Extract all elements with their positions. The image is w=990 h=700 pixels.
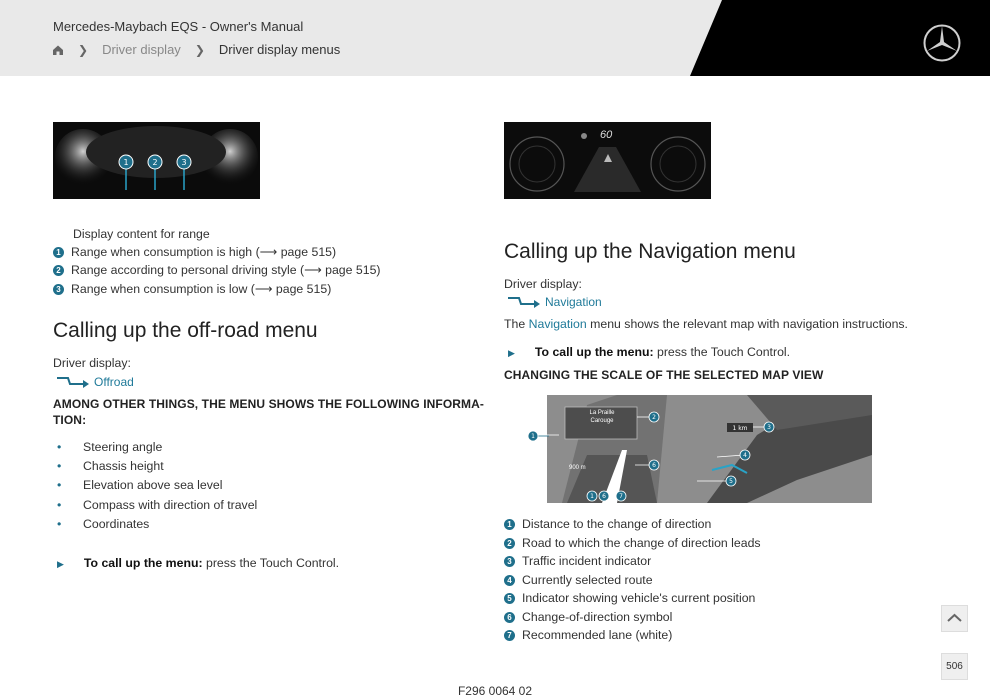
svg-text:4: 4 xyxy=(743,452,747,459)
svg-text:1 km: 1 km xyxy=(732,425,748,432)
nav-legend-item xyxy=(504,573,653,587)
svg-text:3: 3 xyxy=(181,158,187,167)
navigation-description xyxy=(504,317,908,331)
map-place-label xyxy=(571,409,633,425)
nav-legend-item xyxy=(504,591,755,605)
scroll-to-top-button[interactable] xyxy=(941,605,968,632)
callout-number: 4 xyxy=(504,575,515,586)
list-item: • Coordinates xyxy=(83,517,149,531)
range-item-text: Range according to personal driving style (⟶ page 515) xyxy=(71,263,381,277)
navigation-link[interactable]: Navigation xyxy=(545,295,602,309)
breadcrumb-item-driver-display-menus: Driver display menus xyxy=(218,42,341,57)
driver-display-label: Driver display: xyxy=(53,356,131,370)
driver-display-label: Driver display: xyxy=(504,277,582,291)
svg-text:1: 1 xyxy=(590,493,594,500)
callout-number: 1 xyxy=(504,519,515,530)
nav-legend-item xyxy=(504,554,651,568)
offroad-caps-heading-line2: TION: xyxy=(53,413,87,427)
callout-number-1: 1 xyxy=(53,247,64,258)
list-item: • Elevation above sea level xyxy=(83,478,222,492)
step-triangle-icon: ▶ xyxy=(508,348,515,358)
callout-number: 6 xyxy=(504,612,515,623)
breadcrumb xyxy=(52,42,340,57)
step-triangle-icon: ▶ xyxy=(57,559,64,569)
chevron-right-icon: ❯ xyxy=(194,42,205,57)
offroad-action-step xyxy=(57,556,339,570)
navigation-map-image xyxy=(547,395,872,503)
map-distance-label: 900 m xyxy=(569,465,586,471)
range-item xyxy=(53,282,331,296)
svg-text:3: 3 xyxy=(767,424,771,431)
nav-legend-text: Road to which the change of direction leads xyxy=(522,536,761,550)
action-text: press the Touch Control. xyxy=(653,345,791,359)
chevron-up-icon xyxy=(942,606,967,631)
callout-number: 3 xyxy=(504,556,515,567)
svg-text:6: 6 xyxy=(602,493,606,500)
svg-text:6: 6 xyxy=(652,462,656,469)
navigation-menu-path xyxy=(507,295,602,309)
nav-legend-text: Change-of-direction symbol xyxy=(522,610,673,624)
breadcrumb-item-driver-display[interactable]: Driver display xyxy=(102,42,181,57)
chevron-right-icon: ❯ xyxy=(78,42,89,57)
nav-legend-text: Currently selected route xyxy=(522,573,653,587)
svg-text:1: 1 xyxy=(123,158,129,167)
range-item-text: Range when consumption is low (⟶ page 515) xyxy=(71,282,332,296)
nav-legend-item xyxy=(504,536,761,550)
callout-number: 7 xyxy=(504,630,515,641)
nav-legend-item xyxy=(504,517,711,531)
menu-path-arrow-icon xyxy=(56,375,90,389)
desc-text: The xyxy=(504,317,529,331)
nav-legend-text: Distance to the change of direction xyxy=(522,517,712,531)
offroad-link[interactable]: Offroad xyxy=(94,375,134,389)
action-label: To call up the menu: xyxy=(83,556,203,570)
range-item xyxy=(53,245,336,259)
range-title: Display content for range xyxy=(73,227,210,241)
svg-text:2: 2 xyxy=(152,158,158,167)
svg-text:2: 2 xyxy=(652,414,656,421)
callout-number-3: 3 xyxy=(53,284,64,295)
callout-1-marker xyxy=(527,429,549,443)
offroad-heading: Calling up the off-road menu xyxy=(53,319,318,342)
nav-legend-text: Traffic incident indicator xyxy=(522,554,652,568)
action-label: To call up the menu: xyxy=(534,345,654,359)
callout-number: 5 xyxy=(504,593,515,604)
action-text: press the Touch Control. xyxy=(202,556,340,570)
map-place-name-2: Carouge xyxy=(590,418,614,424)
page-number-badge: 506 xyxy=(941,653,968,680)
home-icon[interactable] xyxy=(52,44,64,56)
range-item xyxy=(53,263,381,277)
map-place-name: La Praille xyxy=(589,410,615,416)
range-display-image xyxy=(53,122,260,199)
nav-legend-item xyxy=(504,628,672,642)
navigation-action-step xyxy=(508,345,790,359)
svg-text:7: 7 xyxy=(619,493,623,500)
page-header xyxy=(0,0,990,76)
range-item-text: Range when consumption is high (⟶ page 515) xyxy=(71,245,337,259)
svg-text:1: 1 xyxy=(531,433,535,440)
navigation-heading: Calling up the Navigation menu xyxy=(504,240,796,263)
image-code: F296 0064 02 xyxy=(457,684,533,698)
list-item: • Compass with direction of travel xyxy=(83,498,257,512)
mercedes-star-icon xyxy=(922,23,962,63)
nav-legend-text: Recommended lane (white) xyxy=(522,628,673,642)
navigation-dashboard-image xyxy=(504,122,711,199)
svg-text:5: 5 xyxy=(729,478,733,485)
offroad-menu-path xyxy=(56,375,134,389)
map-scale-caps-heading: CHANGING THE SCALE OF THE SELECTED MAP VIEW xyxy=(504,368,824,382)
offroad-caps-heading-line1: AMONG OTHER THINGS, THE MENU SHOWS THE FOLLOWING INFORMA- xyxy=(53,397,485,411)
menu-path-arrow-icon xyxy=(507,295,541,309)
nav-legend-text: Indicator showing vehicle's current position xyxy=(522,591,756,605)
nav-legend-item xyxy=(504,610,672,624)
callout-number: 2 xyxy=(504,538,515,549)
document-title: Mercedes-Maybach EQS - Owner's Manual xyxy=(53,19,304,34)
callout-number-2: 2 xyxy=(53,265,64,276)
navigation-inline-link[interactable]: Navigation xyxy=(528,317,587,331)
dashboard-speed: 60 xyxy=(600,129,613,141)
list-item: • Chassis height xyxy=(83,459,164,473)
desc-text: menu shows the relevant map with navigation instructions. xyxy=(586,317,908,331)
list-item: • Steering angle xyxy=(83,440,162,454)
